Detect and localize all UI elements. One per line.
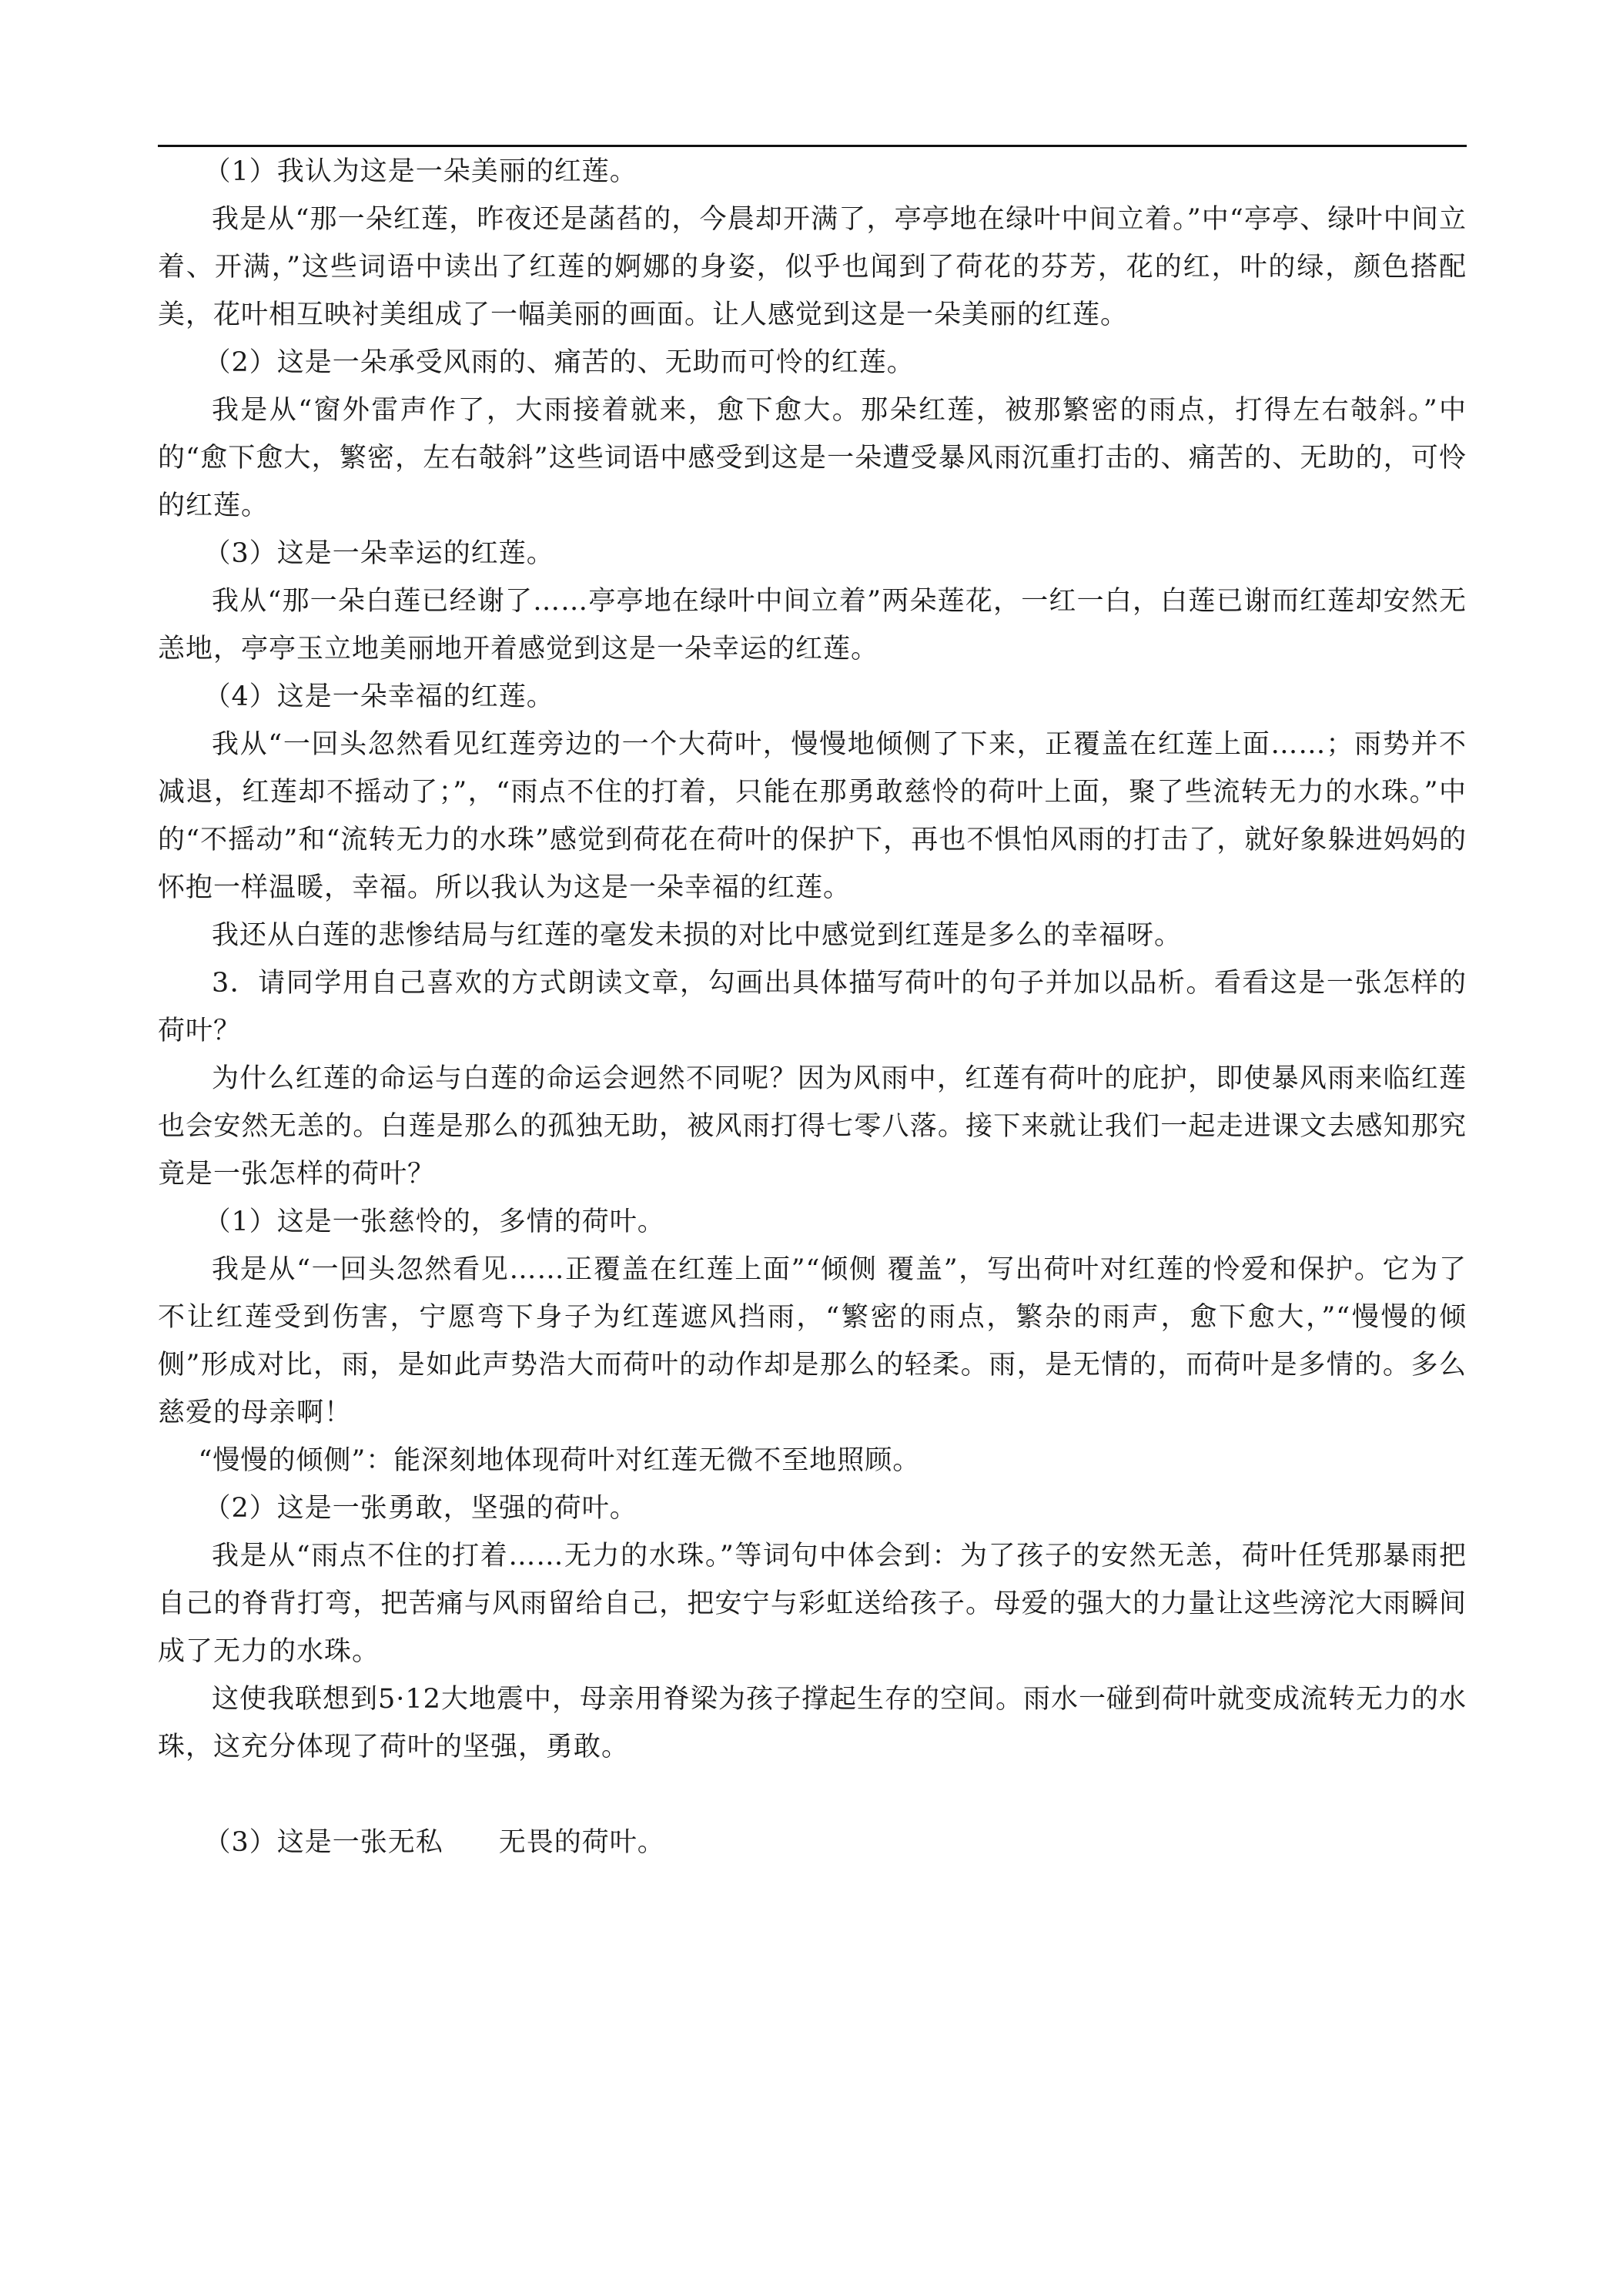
paragraph-happy-analysis: 我从“一回头忽然看见红莲旁边的一个大荷叶，慢慢地倾侧了下来，正覆盖在红莲上面……；雨势并不减退，红莲却不摇动了；”，“雨点不住的打着，只能在那勇敢慈怜的荷叶上面，聚了些流转无力的水珠。”中的“不摇动”和“流转无力的水珠”感觉到荷花在荷叶的保护下，再也不惧怕风雨的打击了，就好象躲进妈妈的怀抱一样温暖，幸福。所以我认为这是一朵幸福的红莲。 bbox=[158, 729, 1467, 903]
paragraph-lead-in: 为什么红莲的命运与白莲的命运会迥然不同呢？因为风雨中，红莲有荷叶的庇护，即使暴风雨来临红莲也会安然无恙的。白莲是那么的孤独无助，被风雨打得七零八落。接下来就让我们一起走进课文去感知那究竟是一张怎样的荷叶？ bbox=[158, 1063, 1467, 1190]
paragraph-lucky-analysis: 我从“那一朵白莲已经谢了……亭亭地在绿叶中间立着”两朵莲花，一红一白，白莲已谢而红莲却安然无恙地，亭亭玉立地美丽地开着感觉到这是一朵幸运的红莲。 bbox=[158, 586, 1467, 664]
point-lucky-red-lotus: （3）这是一朵幸运的红莲。 bbox=[203, 538, 554, 569]
paragraph-caring-analysis: 我是从“一回头忽然看见……正覆盖在红莲上面”“倾侧 覆盖”，写出荷叶对红莲的怜爱和保护。它为了不让红莲受到伤害，宁愿弯下身子为红莲遮风挡雨，“繁密的雨点，繁杂的雨声，愈下愈大，”“慢慢的倾侧”形成对比，雨，是如此声势浩大而荷叶的动作却是那么的轻柔。雨，是无情的，而荷叶是多情的。多么慈爱的母亲啊！ bbox=[158, 1254, 1467, 1428]
point-happy-red-lotus: （4）这是一朵幸福的红莲。 bbox=[203, 681, 554, 712]
document-body bbox=[158, 148, 1467, 1866]
paragraph-slow-tilt-note: “慢慢的倾侧”：能深刻地体现荷叶对红莲无微不至地照顾。 bbox=[198, 1445, 921, 1476]
header-rule bbox=[158, 145, 1467, 147]
paragraph-contrast: 我还从白莲的悲惨结局与红莲的毫发未损的对比中感觉到红莲是多么的幸福呀。 bbox=[212, 920, 1183, 951]
point-caring-lotus-leaf: （1）这是一张慈怜的，多情的荷叶。 bbox=[203, 1207, 665, 1237]
question-3: 3．请同学用自己喜欢的方式朗读文章，勾画出具体描写荷叶的句子并加以品析。看看这是一张怎样的荷叶？ bbox=[158, 968, 1467, 1046]
paragraph-beautiful-analysis: 我是从“那一朵红莲，昨夜还是菡萏的，今晨却开满了，亭亭地在绿叶中间立着。”中“亭亭、绿叶中间立着、开满，”这些词语中读出了红莲的婀娜的身姿，似乎也闻到了荷花的芬芳，花的红，叶的绿，颜色搭配美，花叶相互映衬美组成了一幅美丽的画面。让人感觉到这是一朵美丽的红莲。 bbox=[158, 204, 1467, 330]
point-beautiful-red-lotus: （1）我认为这是一朵美丽的红莲。 bbox=[203, 156, 637, 187]
point-selfless-lotus-leaf: （3）这是一张无私 无畏的荷叶。 bbox=[203, 1827, 665, 1858]
point-suffering-red-lotus: （2）这是一朵承受风雨的、痛苦的、无助而可怜的红莲。 bbox=[203, 347, 915, 378]
paragraph-suffering-analysis: 我是从“窗外雷声作了，大雨接着就来，愈下愈大。那朵红莲，被那繁密的雨点，打得左右攲斜。”中的“愈下愈大，繁密，左右攲斜”这些词语中感受到这是一朵遭受暴风雨沉重打击的、痛苦的、无助的，可怜的红莲。 bbox=[158, 395, 1467, 521]
blank-line bbox=[158, 1771, 1467, 1819]
point-brave-lotus-leaf: （2）这是一张勇敢，坚强的荷叶。 bbox=[203, 1493, 637, 1524]
paragraph-brave-analysis: 我是从“雨点不住的打着……无力的水珠。”等词句中体会到：为了孩子的安然无恙，荷叶任凭那暴雨把自己的脊背打弯，把苦痛与风雨留给自己，把安宁与彩虹送给孩子。母爱的强大的力量让这些滂沱大雨瞬间成了无力的水珠。 bbox=[158, 1541, 1467, 1667]
paragraph-earthquake: 这使我联想到5·12大地震中，母亲用脊梁为孩子撑起生存的空间。雨水一碰到荷叶就变成流转无力的水珠，这充分体现了荷叶的坚强，勇敢。 bbox=[158, 1684, 1467, 1762]
